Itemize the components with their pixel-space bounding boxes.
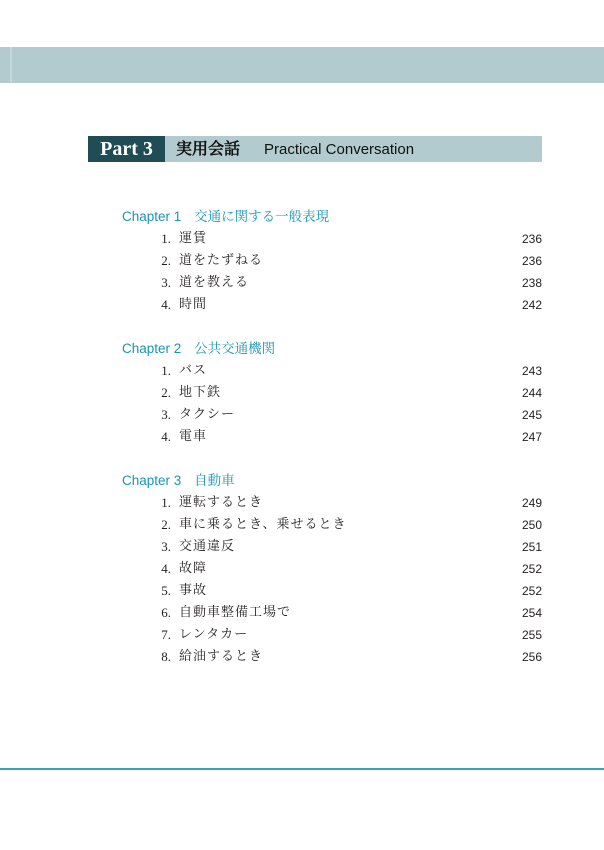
- chapter-3-section: [122, 470, 542, 668]
- entry-number: 2.: [161, 517, 171, 532]
- chapter-title: 公共交通機関: [194, 341, 276, 357]
- entry-page-number: 249: [521, 496, 542, 510]
- chapter-heading[interactable]: [122, 338, 542, 360]
- header-band-divider: [10, 47, 12, 83]
- toc-entry[interactable]: [122, 360, 542, 382]
- entry-title: 運転するとき: [179, 495, 264, 510]
- entry-number: 3.: [161, 539, 171, 554]
- entry-page-number: 236: [521, 254, 542, 268]
- entry-page-number: 252: [521, 584, 542, 598]
- entry-title: 故障: [179, 561, 208, 576]
- toc-entry[interactable]: [122, 602, 542, 624]
- entry-page-number: 236: [521, 232, 542, 246]
- entry-title: 運賃: [179, 231, 208, 246]
- toc-entry[interactable]: [122, 646, 542, 668]
- part-heading: [88, 136, 542, 162]
- entry-page-number: 243: [521, 364, 542, 378]
- toc-entry[interactable]: [122, 426, 542, 448]
- toc-entry[interactable]: [122, 624, 542, 646]
- entry-page-number: 242: [521, 298, 542, 312]
- entry-title: 道を教える: [179, 275, 250, 290]
- entry-page-number: 256: [521, 650, 542, 664]
- entry-title: 交通違反: [179, 539, 236, 554]
- chapter-title: 自動車: [194, 473, 235, 489]
- entry-number: 1.: [161, 231, 171, 246]
- entry-number: 6.: [161, 605, 171, 620]
- entry-title: 事故: [179, 583, 208, 598]
- toc-entry[interactable]: [122, 272, 542, 294]
- entry-title: バス: [179, 363, 208, 378]
- entry-page-number: 252: [521, 562, 542, 576]
- entry-number: 4.: [161, 429, 171, 444]
- entry-page-number: 255: [521, 628, 542, 642]
- entry-number: 8.: [161, 649, 171, 664]
- chapter-heading[interactable]: [122, 470, 542, 492]
- chapter-label: Chapter 2: [122, 341, 182, 356]
- part-label: Part 3: [88, 136, 165, 162]
- entry-number: 4.: [161, 561, 171, 576]
- entry-title: 電車: [179, 429, 208, 444]
- entry-title: 給油するとき: [179, 649, 264, 664]
- footer-rule: [0, 768, 604, 770]
- header-band: [0, 47, 604, 83]
- chapter-title: 交通に関する一般表現: [194, 209, 330, 225]
- entry-page-number: 244: [521, 386, 542, 400]
- toc-entry[interactable]: [122, 404, 542, 426]
- toc-entry[interactable]: [122, 558, 542, 580]
- entry-title: 時間: [179, 297, 208, 312]
- entry-number: 3.: [161, 275, 171, 290]
- entry-title: 地下鉄: [179, 385, 222, 400]
- entry-title: 道をたずねる: [179, 253, 264, 268]
- toc-entry[interactable]: [122, 580, 542, 602]
- entry-number: 1.: [161, 495, 171, 510]
- part-title-en: Practical Conversation: [264, 141, 415, 158]
- entry-number: 4.: [161, 297, 171, 312]
- toc-entry[interactable]: [122, 382, 542, 404]
- entry-title: 自動車整備工場で: [179, 605, 292, 620]
- chapter-label: Chapter 1: [122, 209, 182, 224]
- chapter-heading[interactable]: [122, 206, 542, 228]
- entry-page-number: 238: [521, 276, 542, 290]
- entry-page-number: 245: [521, 408, 542, 422]
- entry-title: タクシー: [179, 407, 236, 422]
- entry-title: 車に乗るとき、乗せるとき: [179, 517, 347, 532]
- entry-number: 2.: [161, 385, 171, 400]
- part-title-jp: 実用会話: [176, 139, 241, 158]
- entry-number: 2.: [161, 253, 171, 268]
- entry-number: 5.: [161, 583, 171, 598]
- entry-page-number: 251: [521, 540, 542, 554]
- toc-entry[interactable]: [122, 514, 542, 536]
- chapter-1-section: [122, 206, 542, 316]
- toc-entry[interactable]: [122, 228, 542, 250]
- entry-number: 7.: [161, 627, 171, 642]
- entry-page-number: 247: [521, 430, 542, 444]
- toc-entry[interactable]: [122, 294, 542, 316]
- toc-entry[interactable]: [122, 492, 542, 514]
- entry-page-number: 250: [521, 518, 542, 532]
- entry-number: 1.: [161, 363, 171, 378]
- chapter-label: Chapter 3: [122, 473, 182, 488]
- toc-entry[interactable]: [122, 250, 542, 272]
- entry-number: 3.: [161, 407, 171, 422]
- chapter-2-section: [122, 338, 542, 448]
- entry-title: レンタカー: [179, 627, 249, 642]
- toc-entry[interactable]: [122, 536, 542, 558]
- entry-page-number: 254: [521, 606, 542, 620]
